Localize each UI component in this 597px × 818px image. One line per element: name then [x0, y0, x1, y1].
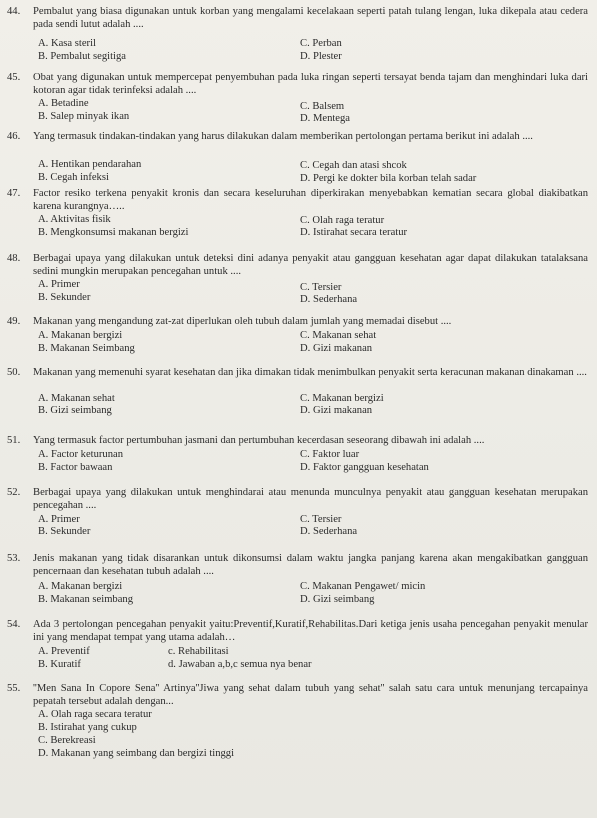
option-c[interactable]: C. Berekreasi: [38, 735, 96, 746]
option-a[interactable]: A. Kasa steril: [38, 38, 96, 49]
question-number: 49.: [7, 316, 21, 327]
option-d[interactable]: D. Makanan yang seimbang dan bergizi tinggi: [38, 748, 235, 759]
option-a[interactable]: A. Primer: [38, 514, 80, 525]
option-d[interactable]: D. Mentega: [300, 113, 351, 124]
option-a[interactable]: A. Hentikan pendarahan: [38, 159, 142, 170]
option-c[interactable]: C. Balsem: [300, 101, 345, 112]
question-number: 48.: [7, 253, 21, 264]
option-d[interactable]: D. Gizi seimbang: [300, 594, 375, 605]
option-a[interactable]: A. Olah raga secara teratur: [38, 709, 152, 720]
question-text: Yang termasuk tindakan-tindakan yang harus dilakukan dalam memberikan pertolongan pertama berikut ini adalah ....: [33, 131, 533, 142]
option-d[interactable]: d. Jawaban a,b,c semua nya benar: [168, 659, 312, 670]
option-c[interactable]: C. Faktor luar: [300, 449, 360, 460]
option-b[interactable]: B. Makanan seimbang: [38, 594, 134, 605]
question-text: Obat yang digunakan untuk mempercepat penyembuhan pada luka ringan seperti tersayat benda tajam dan menghindari luka dari kotoran agar tidak terinfeksi adalah ....: [33, 72, 588, 96]
question-text: Yang termasuk factor pertumbuhan jasmani dan pertumbuhan kecerdasan seseorang dibawah ini adalah ....: [33, 435, 485, 446]
question-text: Pembalut yang biasa digunakan untuk korban yang mengalami kecelakaan seperti patah tulang lengan, luka dikepala atau cedera pada sendi lutut adalah ....: [33, 6, 588, 30]
option-c[interactable]: C. Tersier: [300, 514, 342, 525]
question-number: 50.: [7, 367, 21, 378]
option-b[interactable]: B. Istirahat yang cukup: [38, 722, 137, 733]
option-a[interactable]: A. Primer: [38, 279, 80, 290]
question-number: 44.: [7, 6, 21, 17]
option-d[interactable]: D. Faktor gangguan kesehatan: [300, 462, 429, 473]
question-number: 51.: [7, 435, 21, 446]
question-text: Factor resiko terkena penyakit kronis dan secara keseluruhan diperkirakan menyebabkan kematian secara global diakibatkan karena kurangnya…..: [33, 188, 588, 212]
option-c[interactable]: C. Tersier: [300, 282, 342, 293]
option-a[interactable]: A. Makanan sehat: [38, 393, 115, 404]
option-c[interactable]: c. Rehabilitasi: [168, 646, 229, 657]
question-text: Makanan yang memenuhi syarat kesehatan dan jika dimakan tidak menimbulkan penyakit serta keracunan makanan dinakaman ....: [33, 367, 587, 378]
question-text: Makanan yang mengandung zat-zat diperlukan oleh tubuh dalam jumlah yang memadai disebut ....: [33, 316, 452, 327]
question-number: 47.: [7, 188, 21, 199]
option-b[interactable]: B. Sekunder: [38, 526, 91, 537]
option-d[interactable]: D. Sederhana: [300, 526, 358, 537]
question-text: ''Men Sana In Copore Sena'' Artinya''Jiwa yang sehat dalam tubuh yang sehat'' salah satu cara untuk menunjang tercapainya pepatah tersebut adalah dengan...: [33, 683, 588, 707]
option-c[interactable]: C. Makanan Pengawet/ micin: [300, 581, 426, 592]
option-d[interactable]: D. Pergi ke dokter bila korban telah sadar: [300, 173, 477, 184]
option-b[interactable]: B. Cegah infeksi: [38, 172, 109, 183]
question-number: 46.: [7, 131, 21, 142]
option-d[interactable]: D. Gizi makanan: [300, 343, 373, 354]
option-b[interactable]: B. Factor bawaan: [38, 462, 113, 473]
option-a[interactable]: A. Aktivitas fisik: [38, 214, 111, 225]
option-d[interactable]: D. Sederhana: [300, 294, 358, 305]
option-a[interactable]: A. Factor keturunan: [38, 449, 124, 460]
option-c[interactable]: C. Makanan bergizi: [300, 393, 384, 404]
option-b[interactable]: B. Kuratif: [38, 659, 81, 670]
option-c[interactable]: C. Makanan sehat: [300, 330, 377, 341]
question-text: Berbagai upaya yang dilakukan untuk deteksi dini adanya penyakit atau gangguan kesehatan agar dapat dilakukan tatalaksana sedini mungkin merupakan pencegahan untuk ....: [33, 253, 588, 277]
question-text: Berbagai upaya yang dilakukan untuk menghindarai atau menunda munculnya penyakit atau gangguan kesehatan merupakan pencegahan ....: [33, 487, 588, 511]
question-text: Ada 3 pertolongan pencegahan penyakit yaitu:Preventif,Kuratif,Rehabilitas.Dari ketiga jenis usaha pencegahan penyakit menular ini yang mendapat tempat yang utama adalah…: [33, 619, 588, 643]
option-b[interactable]: B. Gizi seimbang: [38, 405, 112, 416]
option-b[interactable]: B. Pembalut segitiga: [38, 51, 126, 62]
question-number: 45.: [7, 72, 21, 83]
question-number: 53.: [7, 553, 21, 564]
option-a[interactable]: A. Makanan bergizi: [38, 581, 123, 592]
option-d[interactable]: D. Plester: [300, 51, 342, 62]
question-number: 52.: [7, 487, 21, 498]
option-a[interactable]: A. Preventif: [38, 646, 90, 657]
option-d[interactable]: D. Istirahat secara teratur: [300, 227, 408, 238]
option-a[interactable]: A. Betadine: [38, 98, 89, 109]
option-a[interactable]: A. Makanan bergizi: [38, 330, 123, 341]
option-d[interactable]: D. Gizi makanan: [300, 405, 373, 416]
question-number: 54.: [7, 619, 21, 630]
question-number: 55.: [7, 683, 21, 694]
option-b[interactable]: B. Makanan Seimbang: [38, 343, 135, 354]
option-c[interactable]: C. Olah raga teratur: [300, 215, 385, 226]
option-b[interactable]: B. Sekunder: [38, 292, 91, 303]
option-b[interactable]: B. Mengkonsumsi makanan bergizi: [38, 227, 189, 238]
option-c[interactable]: C. Cegah dan atasi shcok: [300, 160, 407, 171]
option-b[interactable]: B. Salep minyak ikan: [38, 111, 130, 122]
option-c[interactable]: C. Perban: [300, 38, 342, 49]
question-text: Jenis makanan yang tidak disarankan untuk dikonsumsi dalam waktu jangka panjang karena akan mengakibatkan gangguan pencernaan dan kesehatan tubuh adalah ....: [33, 553, 588, 577]
